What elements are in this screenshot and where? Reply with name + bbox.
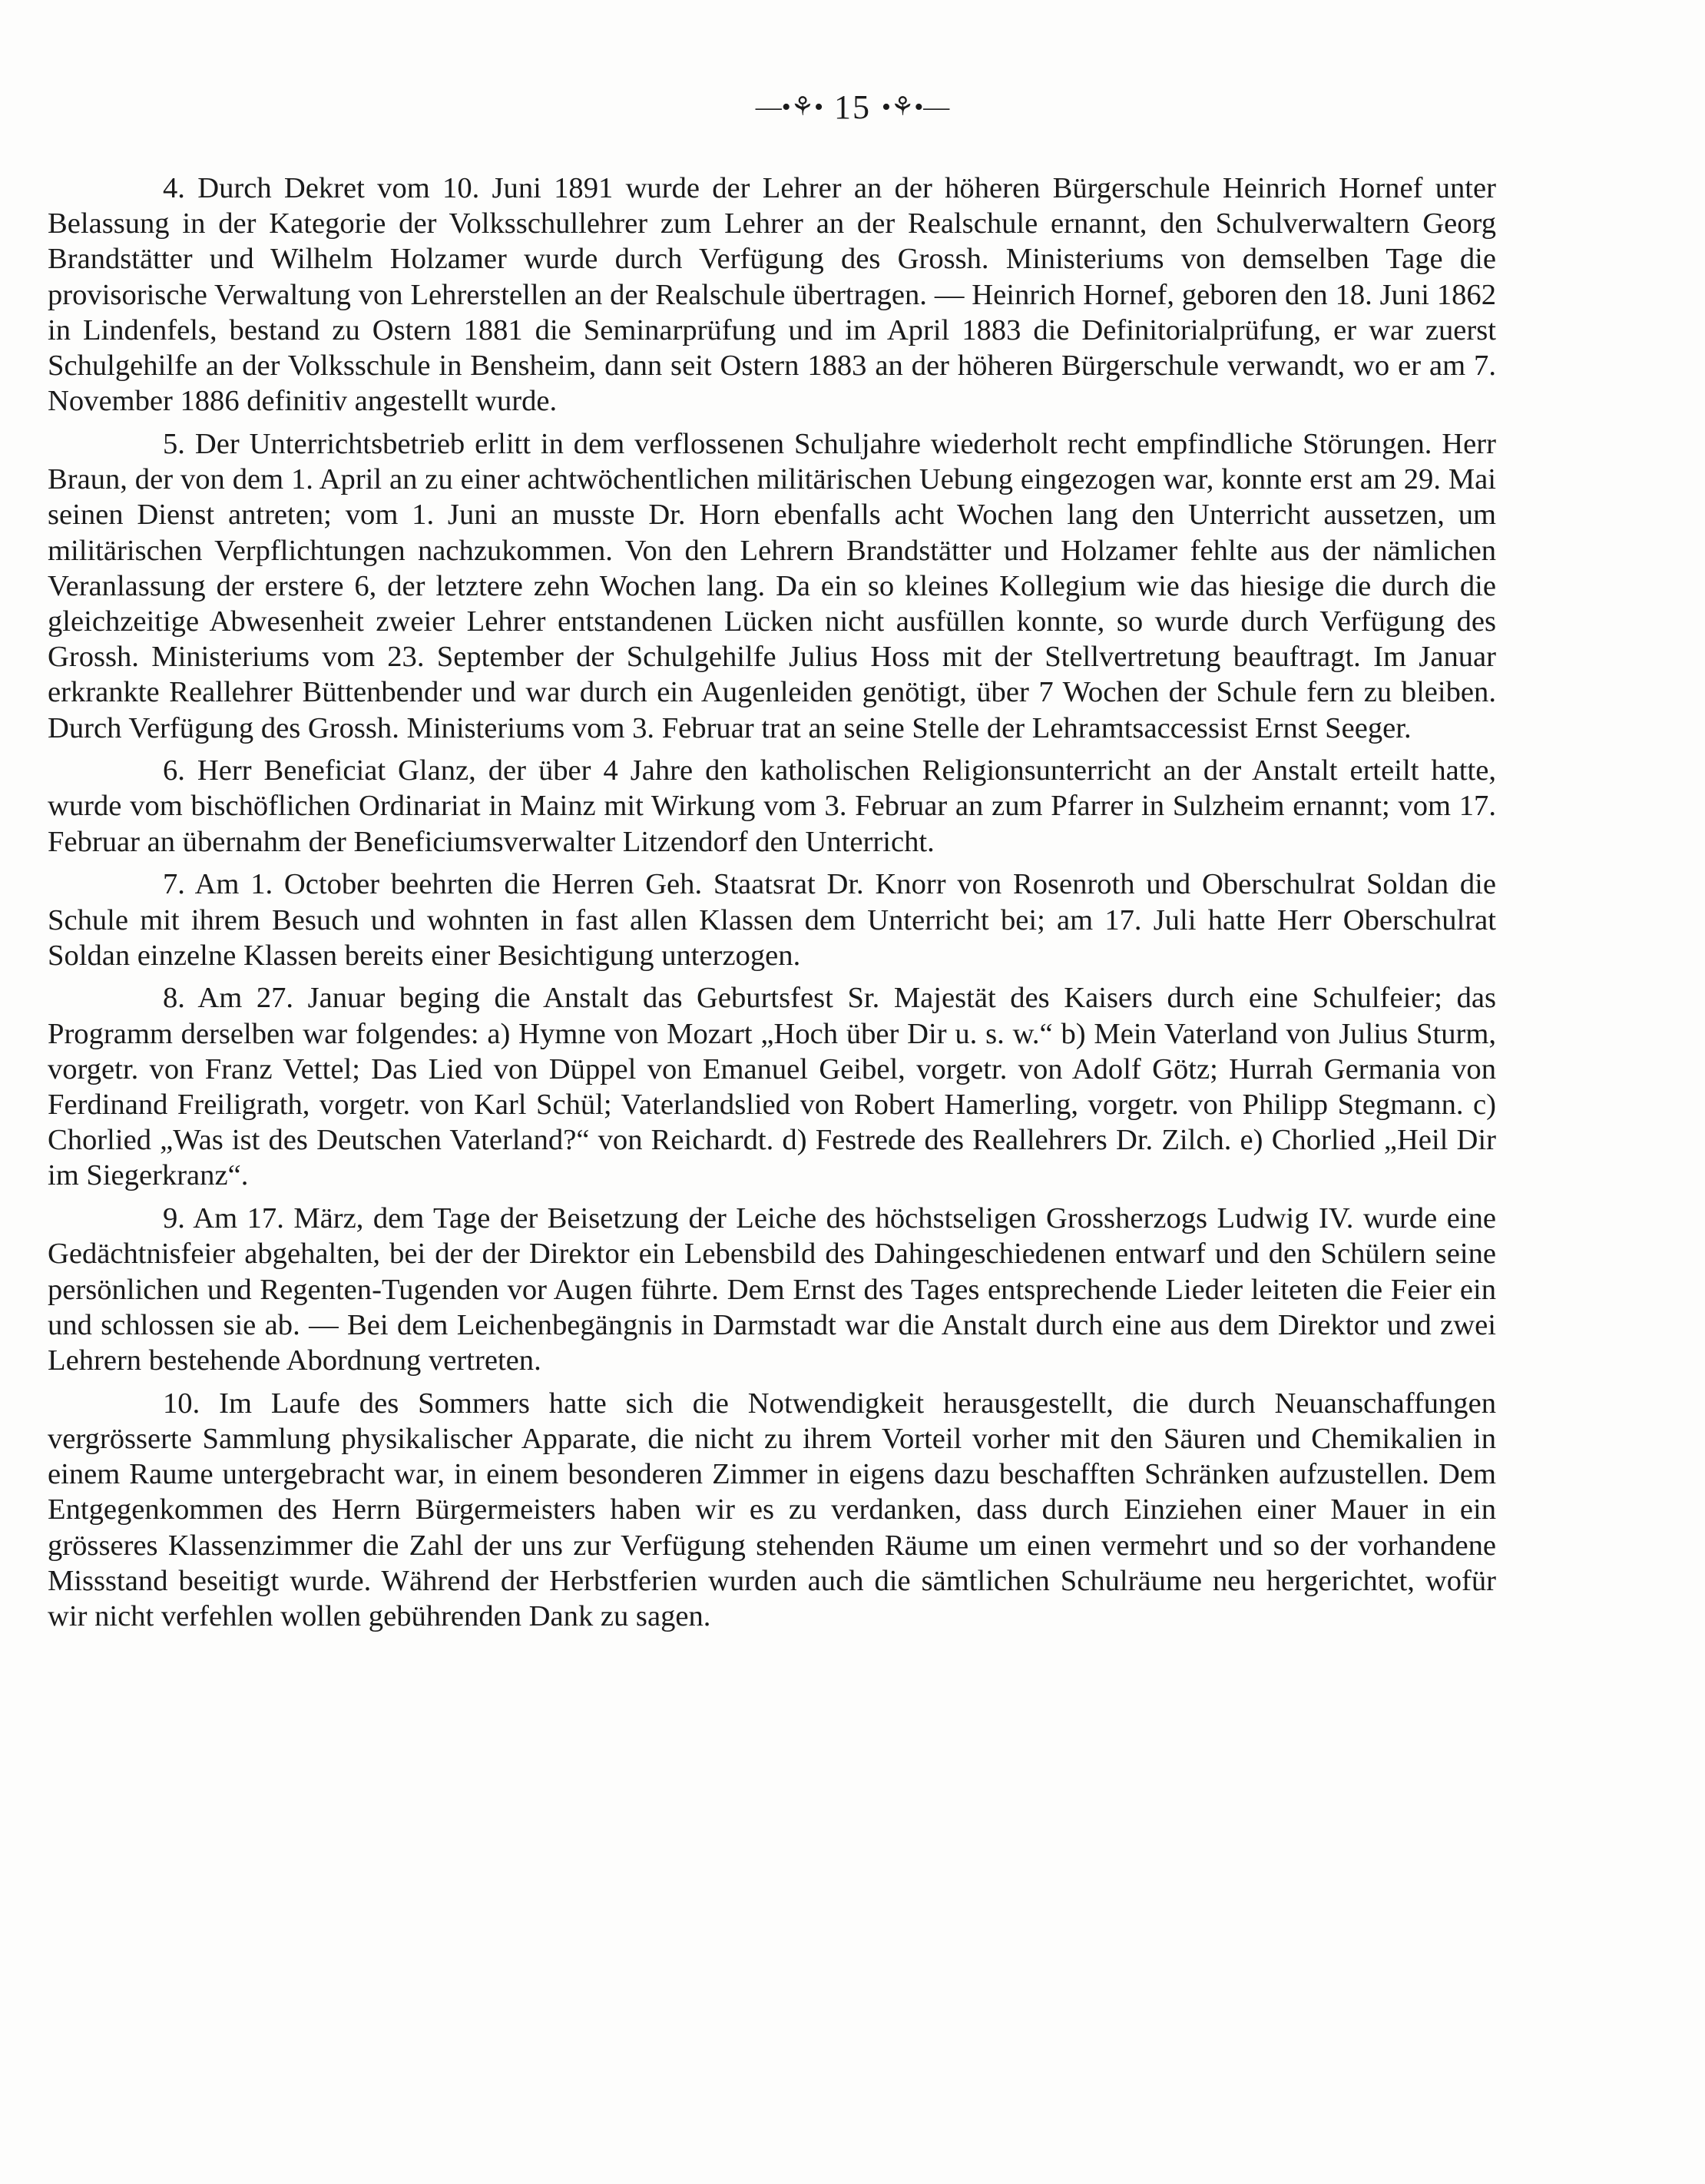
- paragraph-7: 7. Am 1. October beehrten die Herren Geh. Staatsrat Dr. Knorr von Rosenroth und Oberschulrat Soldan die Schule mit ihrem Besuch und wohnten in fast allen Klassen dem Unterricht bei; am 17. Juli hatte Herr Oberschulrat Soldan einzelne Klassen bereits einer Besichtigung unterzogen.: [48, 868, 1496, 972]
- paragraph-10: 10. Im Laufe des Sommers hatte sich die Notwendigkeit herausgestellt, die durch Neuanschaffungen vergrösserte Sammlung physikalischer Apparate, die nicht zu ihrem Vorteil vorher mit den Säuren und Chemikalien in einem Raume untergebracht war, in einem besonderen Zimmer in eigens dazu beschafften Schränken aufzustellen. Dem Entgegenkommen des Herrn Bürgermeisters haben wir es zu verdanken, dass durch Einziehen einer Mauer in ein grösseres Klassenzimmer die Zahl der uns zur Verfügung stehenden Räume um einen vermehrt und so der vorhandene Missstand beseitigt wurde. Während der Herbstferien wurden auch die sämtlichen Schulräume neu hergerichtet, wofür wir nicht verfehlen wollen gebührenden Dank zu sagen.: [48, 1387, 1496, 1632]
- paragraph-9: 9. Am 17. März, dem Tage der Beisetzung der Leiche des höchstseligen Grossherzogs Ludwig IV. wurde eine Gedächtnisfeier abgehalten, bei der der Direktor ein Lebensbild des Dahingeschiedenen entwarf und den Schülern seine persönlichen und Regenten-Tugenden vor Augen führte. Dem Ernst des Tages entsprechende Lieder leiteten die Feier ein und schlossen sie ab. — Bei dem Leichenbegängnis in Darmstadt war die Anstalt durch eine aus dem Direktor und zwei Lehrern bestehende Abordnung vertreten.: [48, 1202, 1496, 1377]
- page-header: [0, 86, 1705, 132]
- body-text: [48, 171, 1496, 1634]
- page-number: 15: [834, 88, 871, 126]
- paragraph-4: 4. Durch Dekret vom 10. Juni 1891 wurde der Lehrer an der höheren Bürgerschule Heinrich Hornef unter Belassung in der Kategorie der Volksschullehrer zum Lehrer an der Realschule ernannt, den Schulverwaltern Georg Brandstätter und Wilhelm Holzamer wurde durch Verfügung des Grossh. Ministeriums von demselben Tage die provisorische Verwaltung von Lehrerstellen an der Realschule übertragen. — Heinrich Hornef, geboren den 18. Juni 1862 in Lindenfels, bestand zu Ostern 1881 die Seminarprüfung und im April 1883 die Definitorialprüfung, er war zuerst Schulgehilfe an der Volksschule in Bensheim, dann seit Ostern 1883 an der höheren Bürgerschule verwandt, wo er am 7. November 1886 definitiv angestellt wurde.: [48, 172, 1496, 418]
- paragraph-6: 6. Herr Beneficiat Glanz, der über 4 Jahre den katholischen Religionsunterricht an der Anstalt erteilt hatte, wurde vom bischöflichen Ordinariat in Mainz mit Wirkung vom 3. Februar an zum Pfarrer in Sulzheim ernannt; vom 17. Februar an übernahm der Beneficiumsverwalter Litzendorf den Unterricht.: [48, 754, 1496, 858]
- ornament-left: —•⚘•: [755, 93, 823, 121]
- ornament-right: •⚘•—: [882, 93, 950, 121]
- paragraph-8: 8. Am 27. Januar beging die Anstalt das Geburtsfest Sr. Majestät des Kaisers durch eine Schulfeier; das Programm derselben war folgendes: a) Hymne von Mozart „Hoch über Dir u. s. w.“ b) Mein Vaterland von Julius Sturm, vorgetr. von Franz Vettel; Das Lied von Düppel von Emanuel Geibel, vorgetr. von Adolf Götz; Hurrah Germania von Ferdinand Freiligrath, vorgetr. von Karl Schül; Vaterlandslied von Robert Hamerling, vorgetr. von Philipp Stegmann. c) Chorlied „Was ist des Deutschen Vaterland?“ von Reichardt. d) Festrede des Reallehrers Dr. Zilch. e) Chorlied „Heil Dir im Siegerkranz“.: [48, 982, 1496, 1192]
- paragraph-5: 5. Der Unterrichtsbetrieb erlitt in dem verflossenen Schuljahre wiederholt recht empfindliche Störungen. Herr Braun, der von dem 1. April an zu einer achtwöchentlichen militärischen Uebung eingezogen war, konnte erst am 29. Mai seinen Dienst antreten; vom 1. Juni an musste Dr. Horn ebenfalls acht Wochen lang den Unterricht aussetzen, um militärischen Verpflichtungen nachzukommen. Von den Lehrern Brandstätter und Holzamer fehlte aus der nämlichen Veranlassung der erstere 6, der letztere zehn Wochen lang. Da ein so kleines Kollegium wie das hiesige die durch die gleichzeitige Abwesenheit zweier Lehrer entstandenen Lücken nicht ausfüllen konnte, so wurde durch Verfügung des Grossh. Ministeriums vom 23. September der Schulgehilfe Julius Hoss mit der Stellvertretung beauftragt. Im Januar erkrankte Reallehrer Büttenbender und war durch ein Augenleiden genötigt, über 7 Wochen der Schule fern zu bleiben. Durch Verfügung des Grossh. Ministeriums vom 3. Februar trat an seine Stelle der Lehramtsaccessist Ernst Seeger.: [48, 427, 1496, 744]
